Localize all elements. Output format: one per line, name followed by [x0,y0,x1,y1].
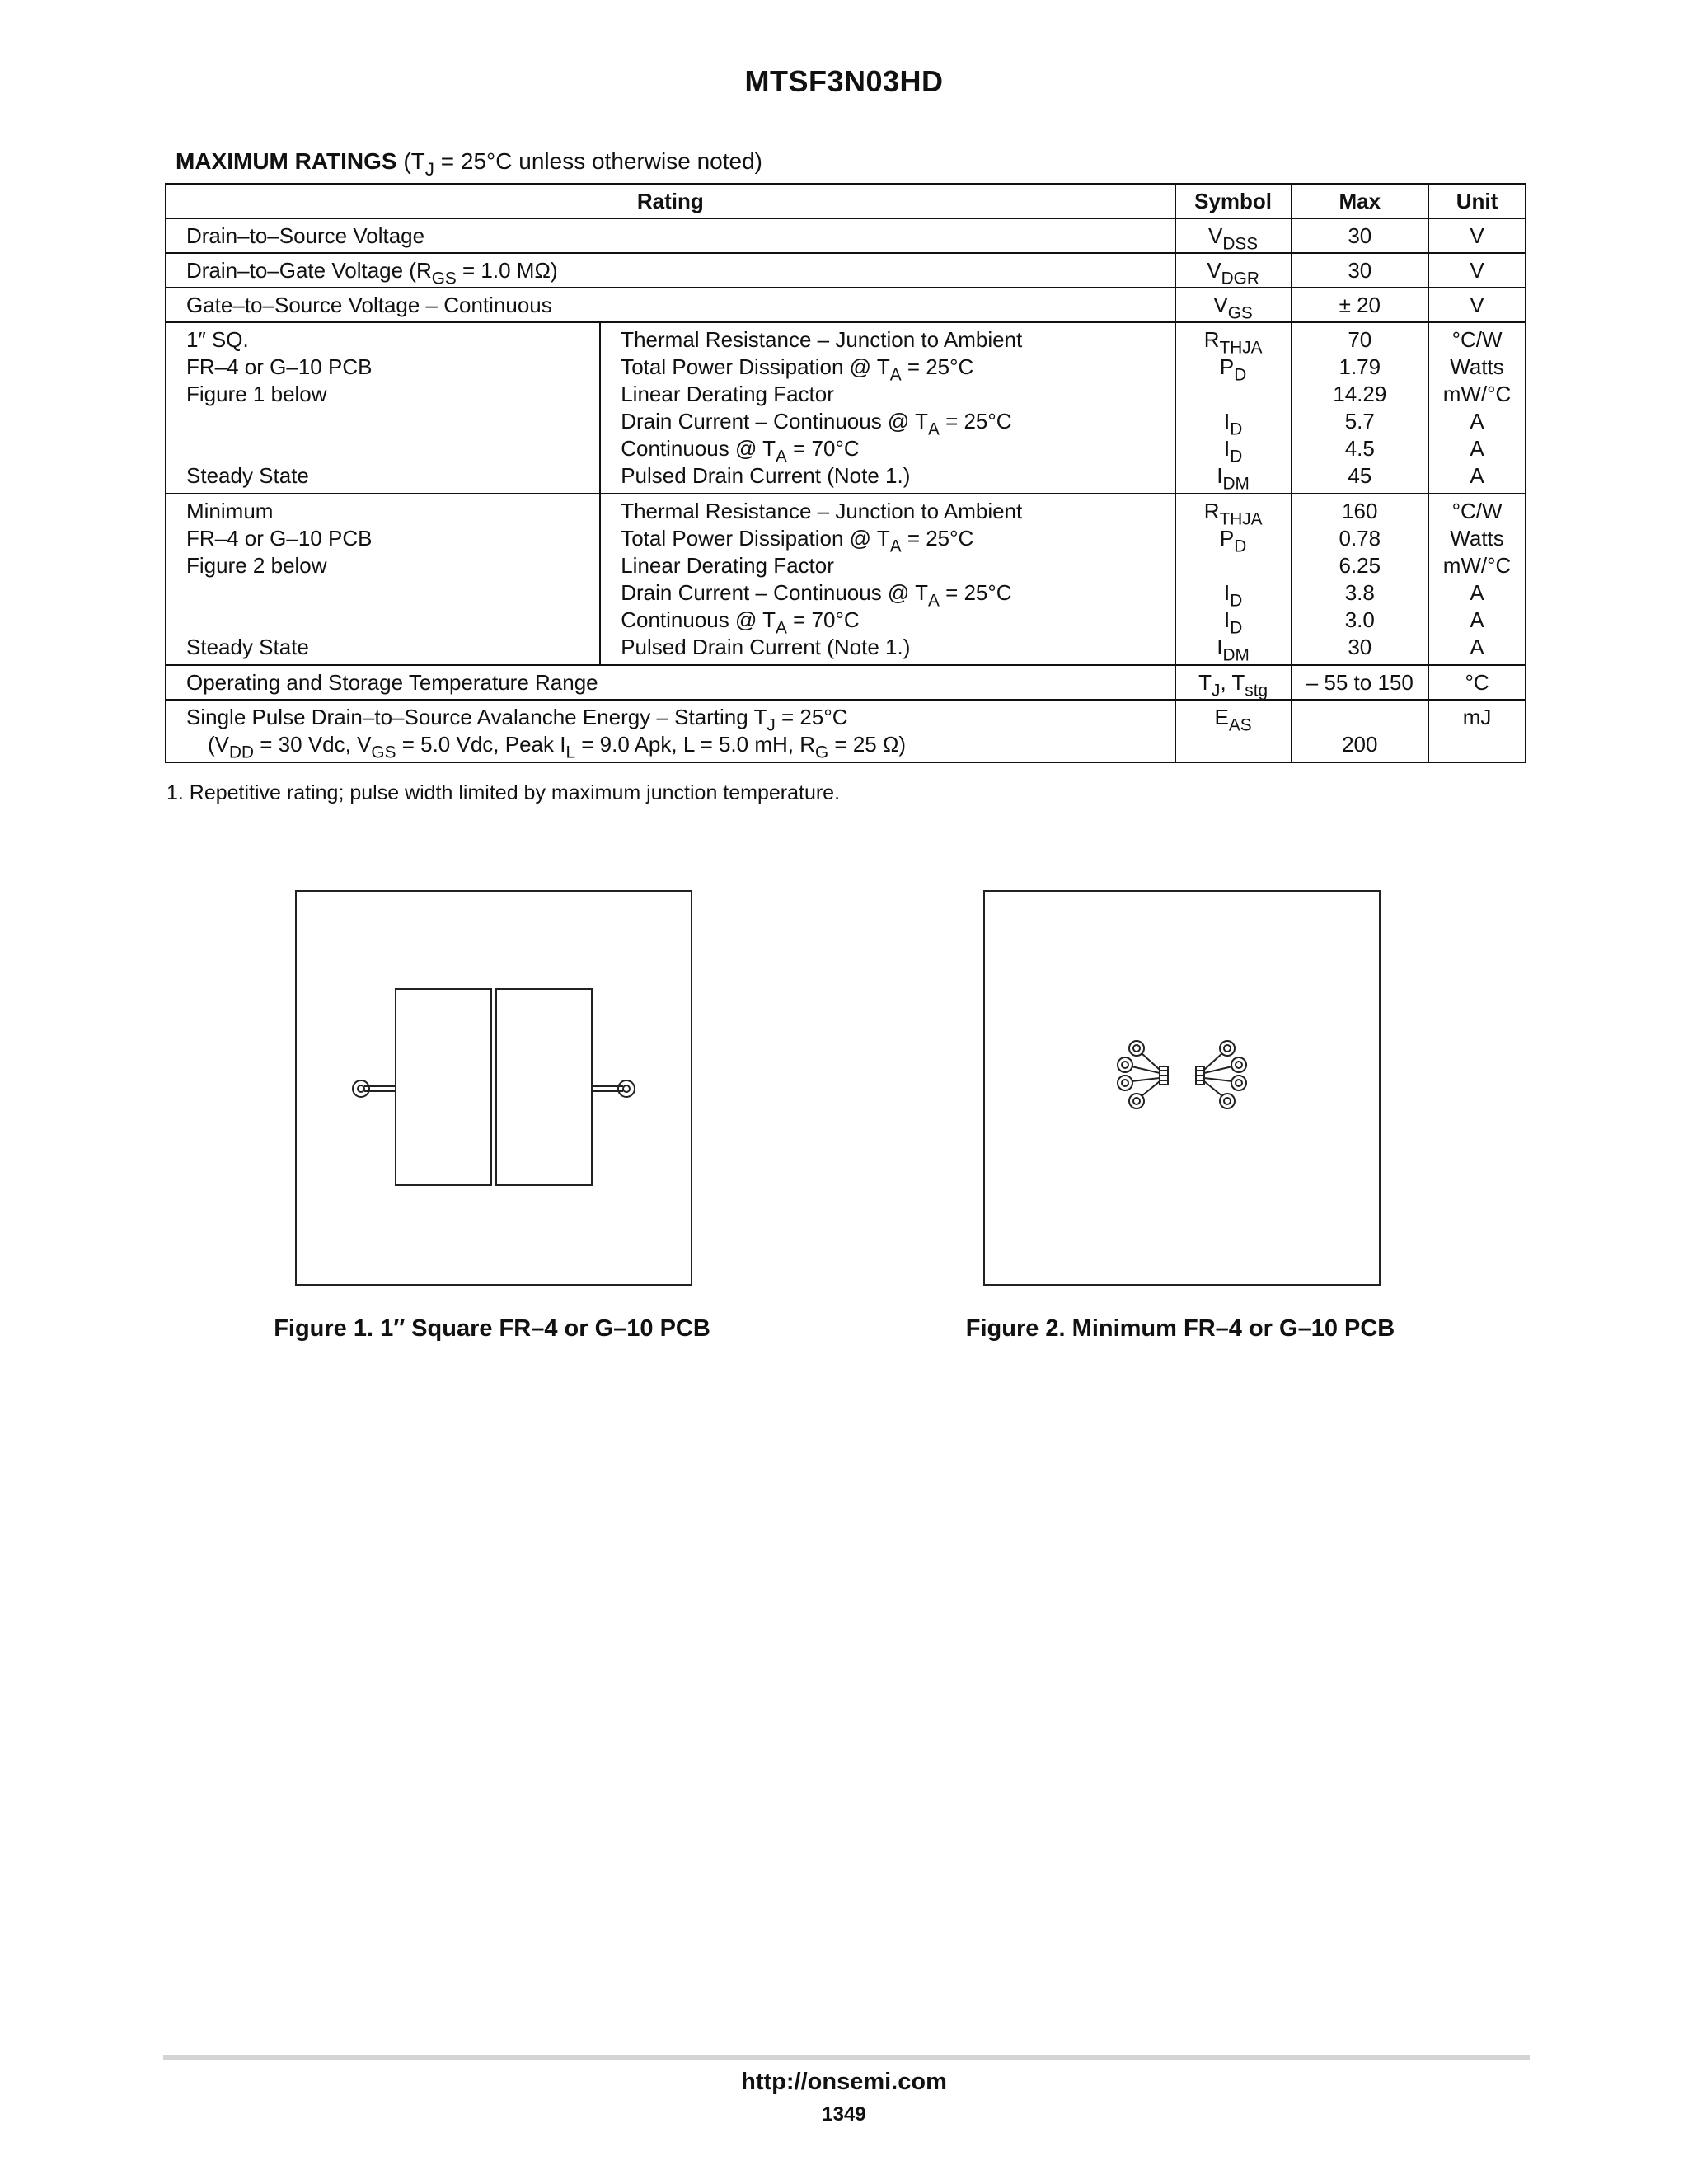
unit-cell: V [1428,218,1526,253]
symbol-cell: $E_{AS}$ [1175,700,1292,762]
unit-cell: V [1428,253,1526,288]
unit-cell: °C/W Watts mW/°C A A A [1428,322,1526,494]
table-row [166,288,1526,322]
parameter-cell: Thermal Resistance – Junction to Ambient Total Power Dissipation @ $T_A = 25^\circ C$ Linear Derating Factor Drain Current – Continuous @ $T_A = 25^\circ C$ Continuous @ $T_A = 70^\circ C$ Pulsed Drain Current (Note 1.) [600,322,1175,494]
table-row [166,218,1526,253]
symbol-cell: $V_{DSS}$ [1175,218,1292,253]
pad-left [396,989,491,1185]
table-row [166,700,1526,762]
symbol-cell: $R_{THJA}$ $P_D$ $I_D$ $I_D$ $I_{DM}$ [1175,494,1292,665]
figure-2-caption: Figure 2. Minimum FR–4 or G–10 PCB [965,1315,1395,1342]
symbol-cell: $V_{GS}$ [1175,288,1292,322]
unit-cell: mJ [1428,700,1526,762]
rating-cell: Gate–to–Source Voltage – Continuous [166,288,1175,322]
rating-cell: Operating and Storage Temperature Range [166,665,1175,700]
table-row-group-1 [166,322,1526,494]
page-number: 1349 [822,2103,866,2125]
ratings-heading-bold: MAXIMUM RATINGS [176,148,397,174]
symbol-cell: $T_J$, $T_{stg}$ [1175,665,1292,700]
figure-2-drawing [985,892,1379,1284]
condition-cell: Minimum FR–4 or G–10 PCB Figure 2 below Steady State [166,494,600,665]
col-header-symbol: Symbol [1175,184,1292,218]
figure-1-pcb-square [295,890,692,1286]
unit-cell: °C/W Watts mW/°C A A A [1428,494,1526,665]
max-cell: 160 0.78 6.25 3.8 3.0 30 [1292,494,1429,665]
footnote: 1. Repetitive rating; pulse width limited by maximum junction temperature. [166,781,841,804]
maximum-ratings-table [165,183,1526,763]
max-cell: 30 [1292,253,1429,288]
table-header-row [166,184,1526,218]
rating-cell: Single Pulse Drain–to–Source Avalanche Energy – Starting $T_J = 25^\circ C$ ($V_{DD} = 30$ Vdc, $V_{GS} = 5.0$ Vdc, Peak $I_L = 9.0$ Apk, L = 5.0 mH, $R_G = 25$ Ω) [166,700,1175,762]
condition-cell: 1″ SQ. FR–4 or G–10 PCB Figure 1 below Steady State [166,322,600,494]
table-row-group-2 [166,494,1526,665]
figure-1-caption: Figure 1. 1″ Square FR–4 or G–10 PCB [274,1315,710,1342]
figure-2-pcb-minimum [983,890,1381,1286]
symbol-cell: $V_{DGR}$ [1175,253,1292,288]
ratings-heading [176,148,762,180]
footer-divider [163,2055,1530,2060]
max-cell: ± 20 [1292,288,1429,322]
col-header-unit: Unit [1428,184,1526,218]
max-cell: 70 1.79 14.29 5.7 4.5 45 [1292,322,1429,494]
page-title: MTSF3N03HD [744,64,944,98]
parameter-cell: Thermal Resistance – Junction to Ambient Total Power Dissipation @ $T_A = 25^\circ C$ Linear Derating Factor Drain Current – Continuous @ $T_A = 25^\circ C$ Continuous @ $T_A = 70^\circ C$ Pulsed Drain Current (Note 1.) [600,494,1175,665]
unit-cell: °C [1428,665,1526,700]
test-point-left [353,1080,369,1097]
rating-cell: Drain–to–Source Voltage [166,218,1175,253]
unit-cell: V [1428,288,1526,322]
max-cell: 30 [1292,218,1429,253]
pad-right [496,989,592,1185]
table-row [166,665,1526,700]
table-row [166,253,1526,288]
max-cell: – 55 to 150 [1292,665,1429,700]
test-point-right [618,1080,635,1097]
figure-1-drawing [297,892,691,1284]
symbol-cell: $R_{THJA}$ $P_D$ $I_D$ $I_D$ $I_{DM}$ [1175,322,1292,494]
footer-url-link[interactable]: http://onsemi.com [741,2069,947,2095]
ratings-heading-note: ($T_J = 25^\circ C$ unless otherwise noted) [403,148,762,180]
rating-cell: Drain–to–Gate Voltage ($R_{GS} = 1.0$ MΩ) [166,253,1175,288]
col-header-max: Max [1292,184,1429,218]
col-header-rating: Rating [166,184,1175,218]
max-cell: 200 [1292,700,1429,762]
